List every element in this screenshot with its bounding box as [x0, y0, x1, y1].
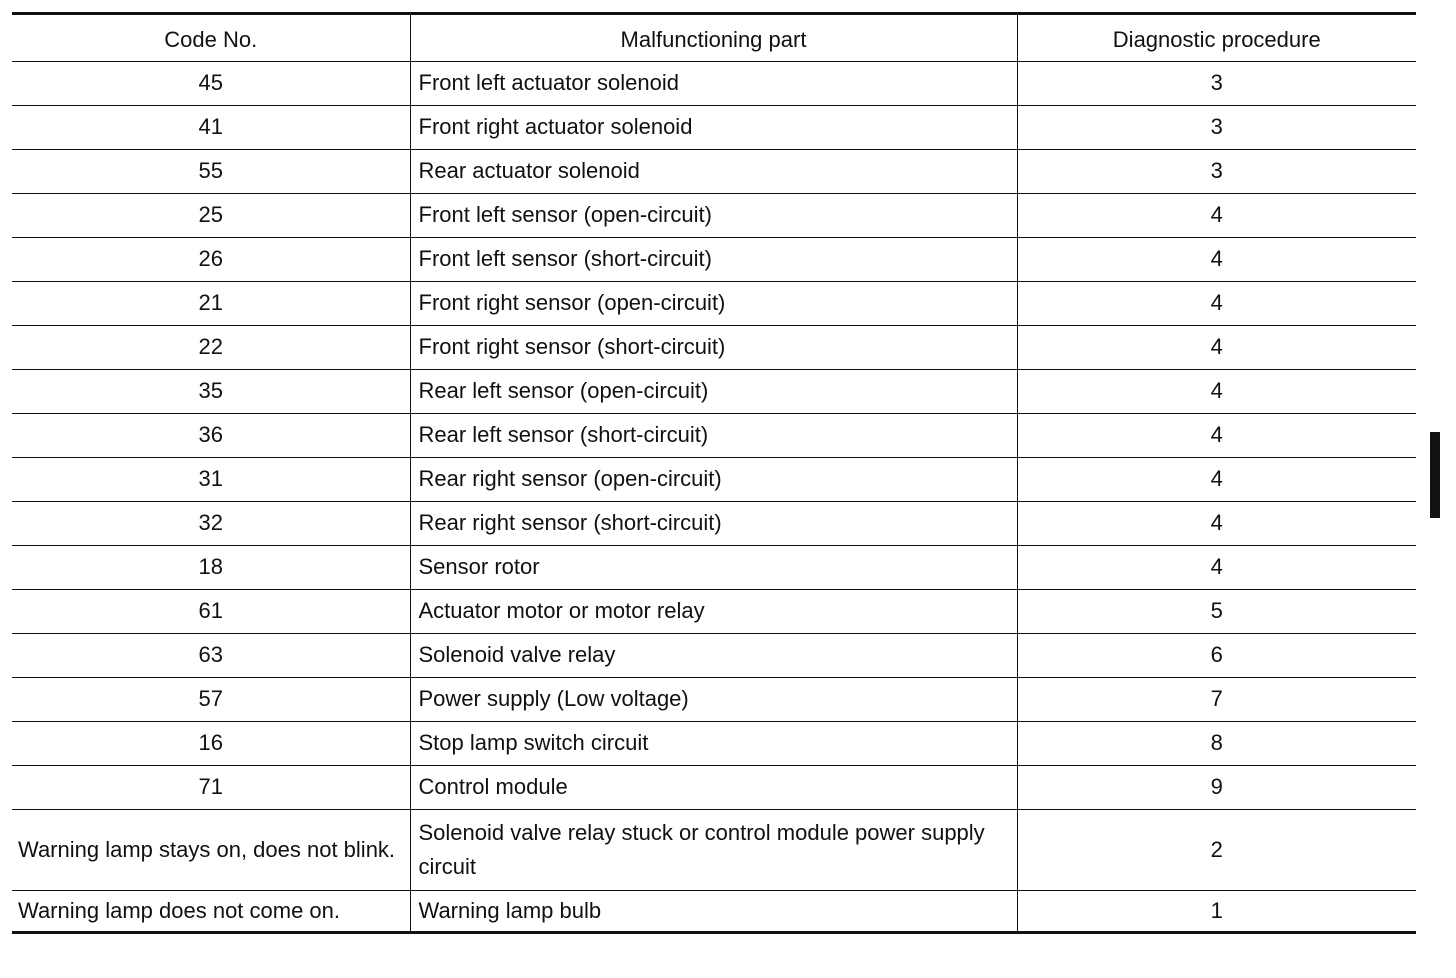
part-cell: Control module: [410, 766, 1017, 810]
code-cell: 36: [12, 414, 410, 458]
part-cell: Stop lamp switch circuit: [410, 722, 1017, 766]
table-row: [12, 194, 1416, 238]
procedure-cell: 4: [1017, 238, 1416, 282]
part-cell: Rear right sensor (open-circuit): [410, 458, 1017, 502]
procedure-cell: 4: [1017, 502, 1416, 546]
header-row: [12, 14, 1416, 62]
diagnostic-code-table: [12, 12, 1416, 934]
part-cell: Solenoid valve relay stuck or control module power supply circuit: [410, 810, 1017, 891]
header-diagnostic-procedure: Diagnostic procedure: [1017, 14, 1416, 62]
part-cell: Warning lamp bulb: [410, 891, 1017, 933]
table-row: [12, 238, 1416, 282]
code-cell: 35: [12, 370, 410, 414]
table-row: [12, 106, 1416, 150]
table-row: [12, 150, 1416, 194]
code-cell: 41: [12, 106, 410, 150]
table-row: [12, 414, 1416, 458]
procedure-cell: 4: [1017, 326, 1416, 370]
part-cell: Front left actuator solenoid: [410, 62, 1017, 106]
code-cell: 55: [12, 150, 410, 194]
code-cell: 31: [12, 458, 410, 502]
code-cell: 21: [12, 282, 410, 326]
part-cell: Front left sensor (open-circuit): [410, 194, 1017, 238]
code-cell: 32: [12, 502, 410, 546]
code-cell: 16: [12, 722, 410, 766]
part-cell: Front right sensor (short-circuit): [410, 326, 1017, 370]
header-malfunctioning-part: Malfunctioning part: [410, 14, 1017, 62]
table-row: [12, 458, 1416, 502]
part-cell: Actuator motor or motor relay: [410, 590, 1017, 634]
table-row: [12, 810, 1416, 891]
table-row: [12, 282, 1416, 326]
table-row: [12, 766, 1416, 810]
table-row: [12, 62, 1416, 106]
page-edge-marker: [1430, 432, 1440, 518]
procedure-cell: 4: [1017, 370, 1416, 414]
part-cell: Front right actuator solenoid: [410, 106, 1017, 150]
code-cell: Warning lamp does not come on.: [18, 897, 341, 923]
procedure-cell: 7: [1017, 678, 1416, 722]
table-row: [12, 502, 1416, 546]
procedure-cell: 5: [1017, 590, 1416, 634]
part-cell: Rear actuator solenoid: [410, 150, 1017, 194]
code-cell: 61: [12, 590, 410, 634]
code-cell: 57: [12, 678, 410, 722]
procedure-cell: 4: [1017, 546, 1416, 590]
procedure-cell: 3: [1017, 150, 1416, 194]
procedure-cell: 4: [1017, 194, 1416, 238]
part-cell: Front right sensor (open-circuit): [410, 282, 1017, 326]
code-cell: 18: [12, 546, 410, 590]
part-cell: Front left sensor (short-circuit): [410, 238, 1017, 282]
procedure-cell: 4: [1017, 414, 1416, 458]
table-row: [12, 678, 1416, 722]
part-cell: Power supply (Low voltage): [410, 678, 1017, 722]
procedure-cell: 1: [1017, 891, 1416, 933]
code-cell: Warning lamp stays on, does not blink.: [12, 810, 410, 891]
table-row: [12, 891, 1416, 933]
procedure-cell: 4: [1017, 458, 1416, 502]
part-cell: Solenoid valve relay: [410, 634, 1017, 678]
table-row: [12, 590, 1416, 634]
table-row: [12, 370, 1416, 414]
part-cell: Rear right sensor (short-circuit): [410, 502, 1017, 546]
table-row: [12, 722, 1416, 766]
code-cell: 71: [12, 766, 410, 810]
table-row: [12, 326, 1416, 370]
procedure-cell: 2: [1017, 810, 1416, 891]
code-cell: 22: [12, 326, 410, 370]
part-cell: Sensor rotor: [410, 546, 1017, 590]
procedure-cell: 9: [1017, 766, 1416, 810]
code-cell: 45: [12, 62, 410, 106]
table-row: [12, 546, 1416, 590]
part-cell: Rear left sensor (open-circuit): [410, 370, 1017, 414]
code-cell: 63: [12, 634, 410, 678]
procedure-cell: 3: [1017, 62, 1416, 106]
code-cell: 25: [12, 194, 410, 238]
procedure-cell: 6: [1017, 634, 1416, 678]
procedure-cell: 3: [1017, 106, 1416, 150]
header-code-no: Code No.: [12, 14, 410, 62]
procedure-cell: 8: [1017, 722, 1416, 766]
table-row: [12, 634, 1416, 678]
procedure-cell: 4: [1017, 282, 1416, 326]
code-cell: 26: [12, 238, 410, 282]
part-cell: Rear left sensor (short-circuit): [410, 414, 1017, 458]
